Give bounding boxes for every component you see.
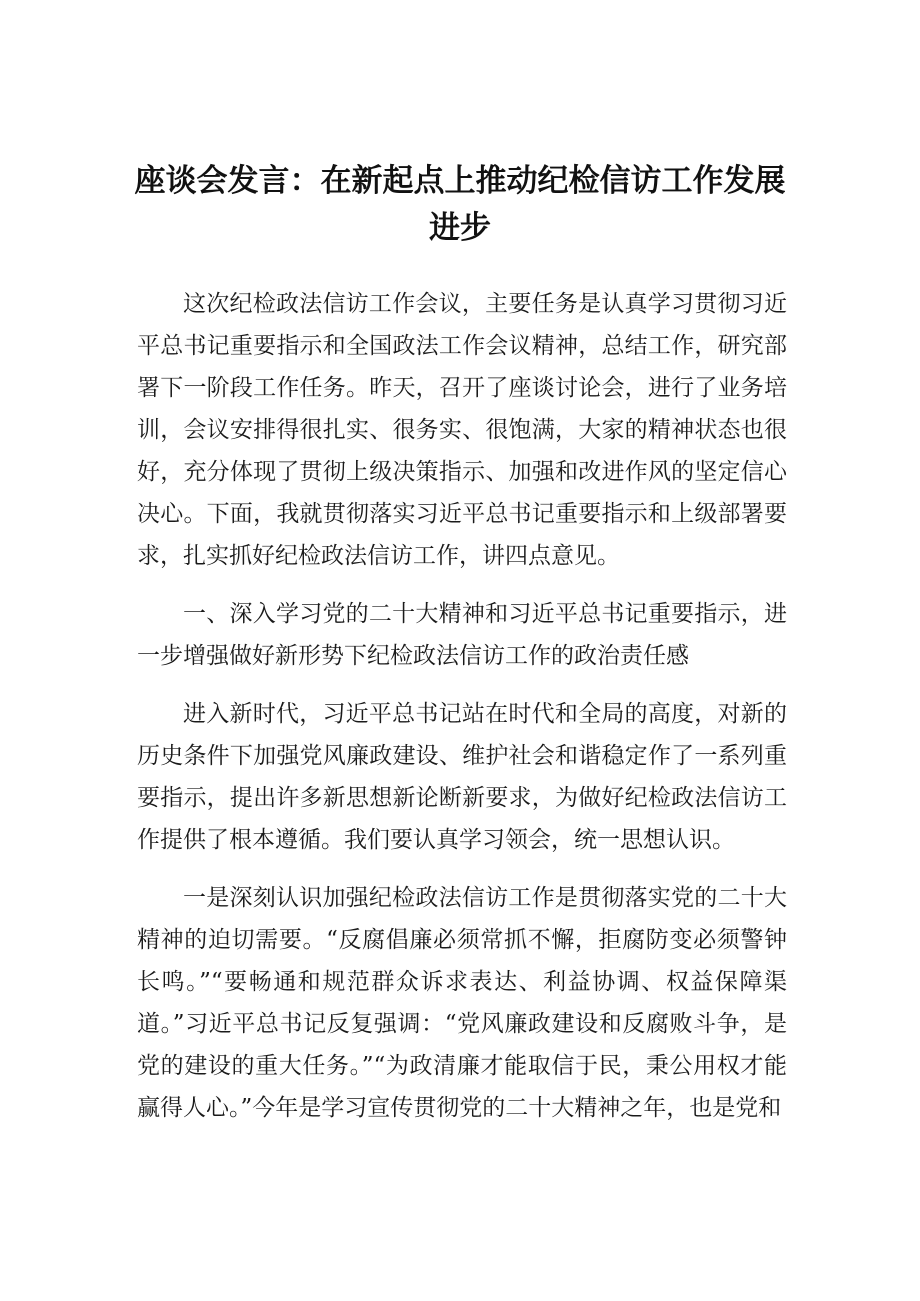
paragraph-new-era: 进入新时代，习近平总书记站在时代和全局的高度，对新的历史条件下加强党风廉政建设、维护社会和谐稳定作了一系列重要指示，提出许多新思想新论断新要求，为做好纪检政法信访工作提供了根本遵循。我们要认真学习领会，统一思想认识。 [137, 701, 787, 853]
section-heading-1: 一、深入学习党的二十大精神和习近平总书记重要指示，进一步增强做好新形势下纪检政法信访工作的政治责任感 [137, 601, 787, 669]
paragraph-point-one: 一是深刻认识加强纪检政法信访工作是贯彻落实党的二十大精神的迫切需要。“反腐倡廉必须常抓不懈，拒腐防变必须警钟长鸣。”“要畅通和规范群众诉求表达、利益协调、权益保障渠道。”习近平总书记反复强调：“党风廉政建设和反腐败斗争，是党的建设的重大任务。”“为政清廉才能取信于民，秉公用权才能赢得人心。”今年是学习宣传贯彻党的二十大精神之年，也是党和 [137, 885, 787, 1121]
paragraph-intro: 这次纪检政法信访工作会议，主要任务是认真学习贯彻习近平总书记重要指示和全国政法工作会议精神，总结工作，研究部署下一阶段工作任务。昨天，召开了座谈讨论会，进行了业务培训，会议安排得很扎实、很务实、很饱满，大家的精神状态也很好，充分体现了贯彻上级决策指示、加强和改进作风的坚定信心决心。下面，我就贯彻落实习近平总书记重要指示和上级部署要求，扎实抓好纪检政法信访工作，讲四点意见。 [137, 291, 787, 569]
document-title: 座谈会发言：在新起点上推动纪检信访工作发展进步 [134, 163, 786, 246]
document-body [137, 283, 787, 1145]
